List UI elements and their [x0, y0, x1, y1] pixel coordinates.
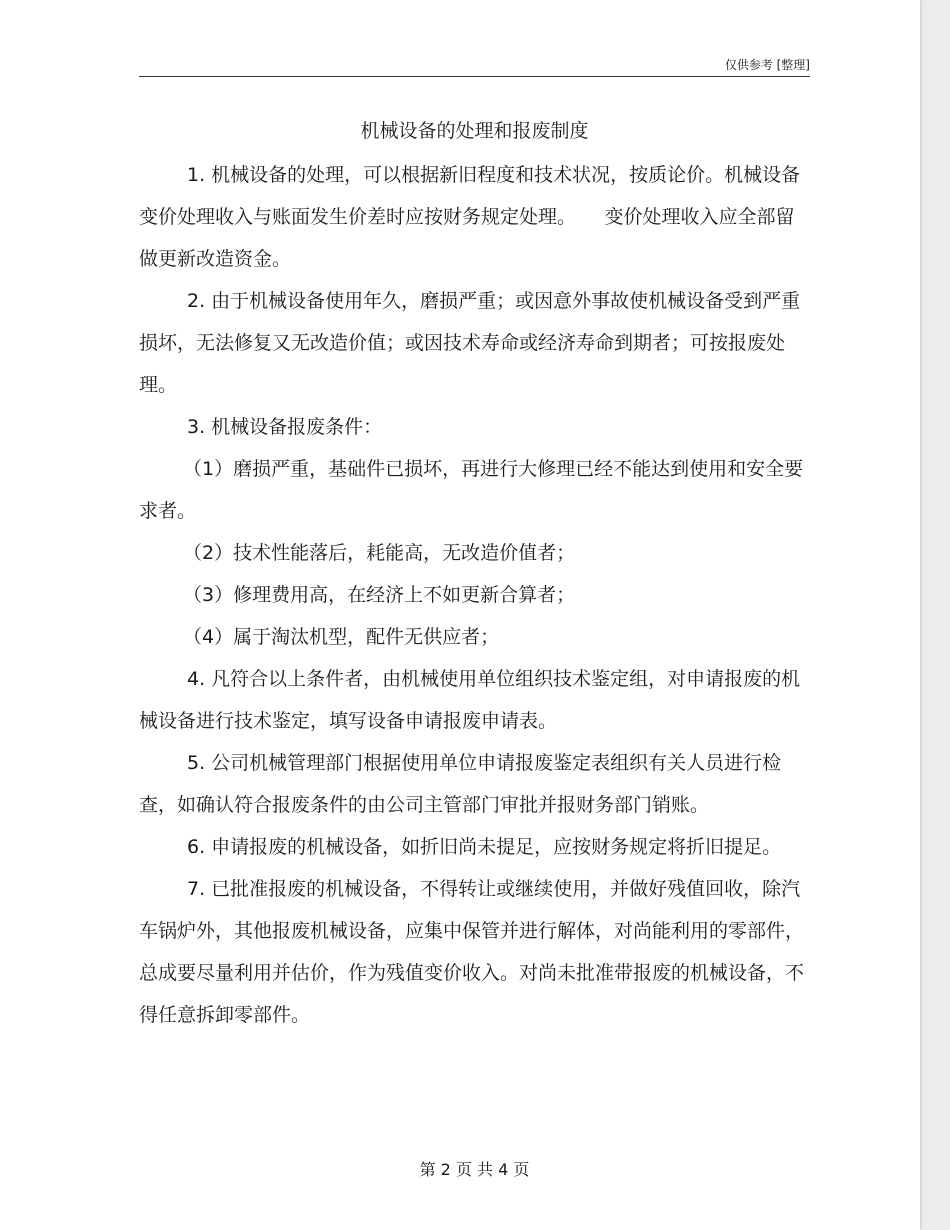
paragraph-7: 7. 已批准报废的机械设备，不得转让或继续使用，并做好残值回收，除汽车锅炉外，其他报废机械设备，应集中保管并进行解体，对尚能利用的零部件，总成要尽量利用并估价，作为残值变价收入。对尚未批准带报废的机械设备，不得任意拆卸零部件。	[139, 878, 805, 1026]
paragraph-6: 6. 申请报废的机械设备，如折旧尚未提足，应按财务规定将折旧提足。	[187, 836, 782, 858]
condition-4: （4）属于淘汰机型，配件无供应者；	[183, 626, 500, 648]
paragraph-5: 5. 公司机械管理部门根据使用单位申请报废鉴定表组织有关人员进行检查，如确认符合报废条件的由公司主管部门审批并报财务部门销账。	[139, 752, 782, 816]
header-note: 仅供参考 [整理]	[724, 58, 810, 72]
paragraph-4: 4. 凡符合以上条件者，由机械使用单位组织技术鉴定组，对申请报废的机械设备进行技术鉴定，填写设备申请报废申请表。	[139, 668, 801, 732]
document-body	[139, 154, 809, 1036]
paragraph-2: 2. 由于机械设备使用年久，磨损严重；或因意外事故使机械设备受到严重损坏，无法修复又无改造价值；或因技术寿命或经济寿命到期者；可按报废处理。	[139, 290, 801, 396]
header-divider	[139, 76, 810, 77]
paragraph-1: 1. 机械设备的处理，可以根据新旧程度和技术状况，按质论价。机械设备变价处理收入与账面发生价差时应按财务规定处理。 变价处理收入应全部留做更新改造资金。	[139, 164, 801, 270]
paragraph-3: 3. 机械设备报废条件：	[187, 416, 383, 438]
page-number: 第 2 页 共 4 页	[419, 1160, 530, 1179]
condition-3: （3）修理费用高，在经济上不如更新合算者；	[183, 584, 576, 606]
condition-1: （1）磨损严重，基础件已损坏，再进行大修理已经不能达到使用和安全要求者。	[139, 458, 804, 522]
document-title: 机械设备的处理和报废制度	[360, 120, 589, 142]
condition-2: （2）技术性能落后，耗能高，无改造价值者；	[183, 542, 576, 564]
